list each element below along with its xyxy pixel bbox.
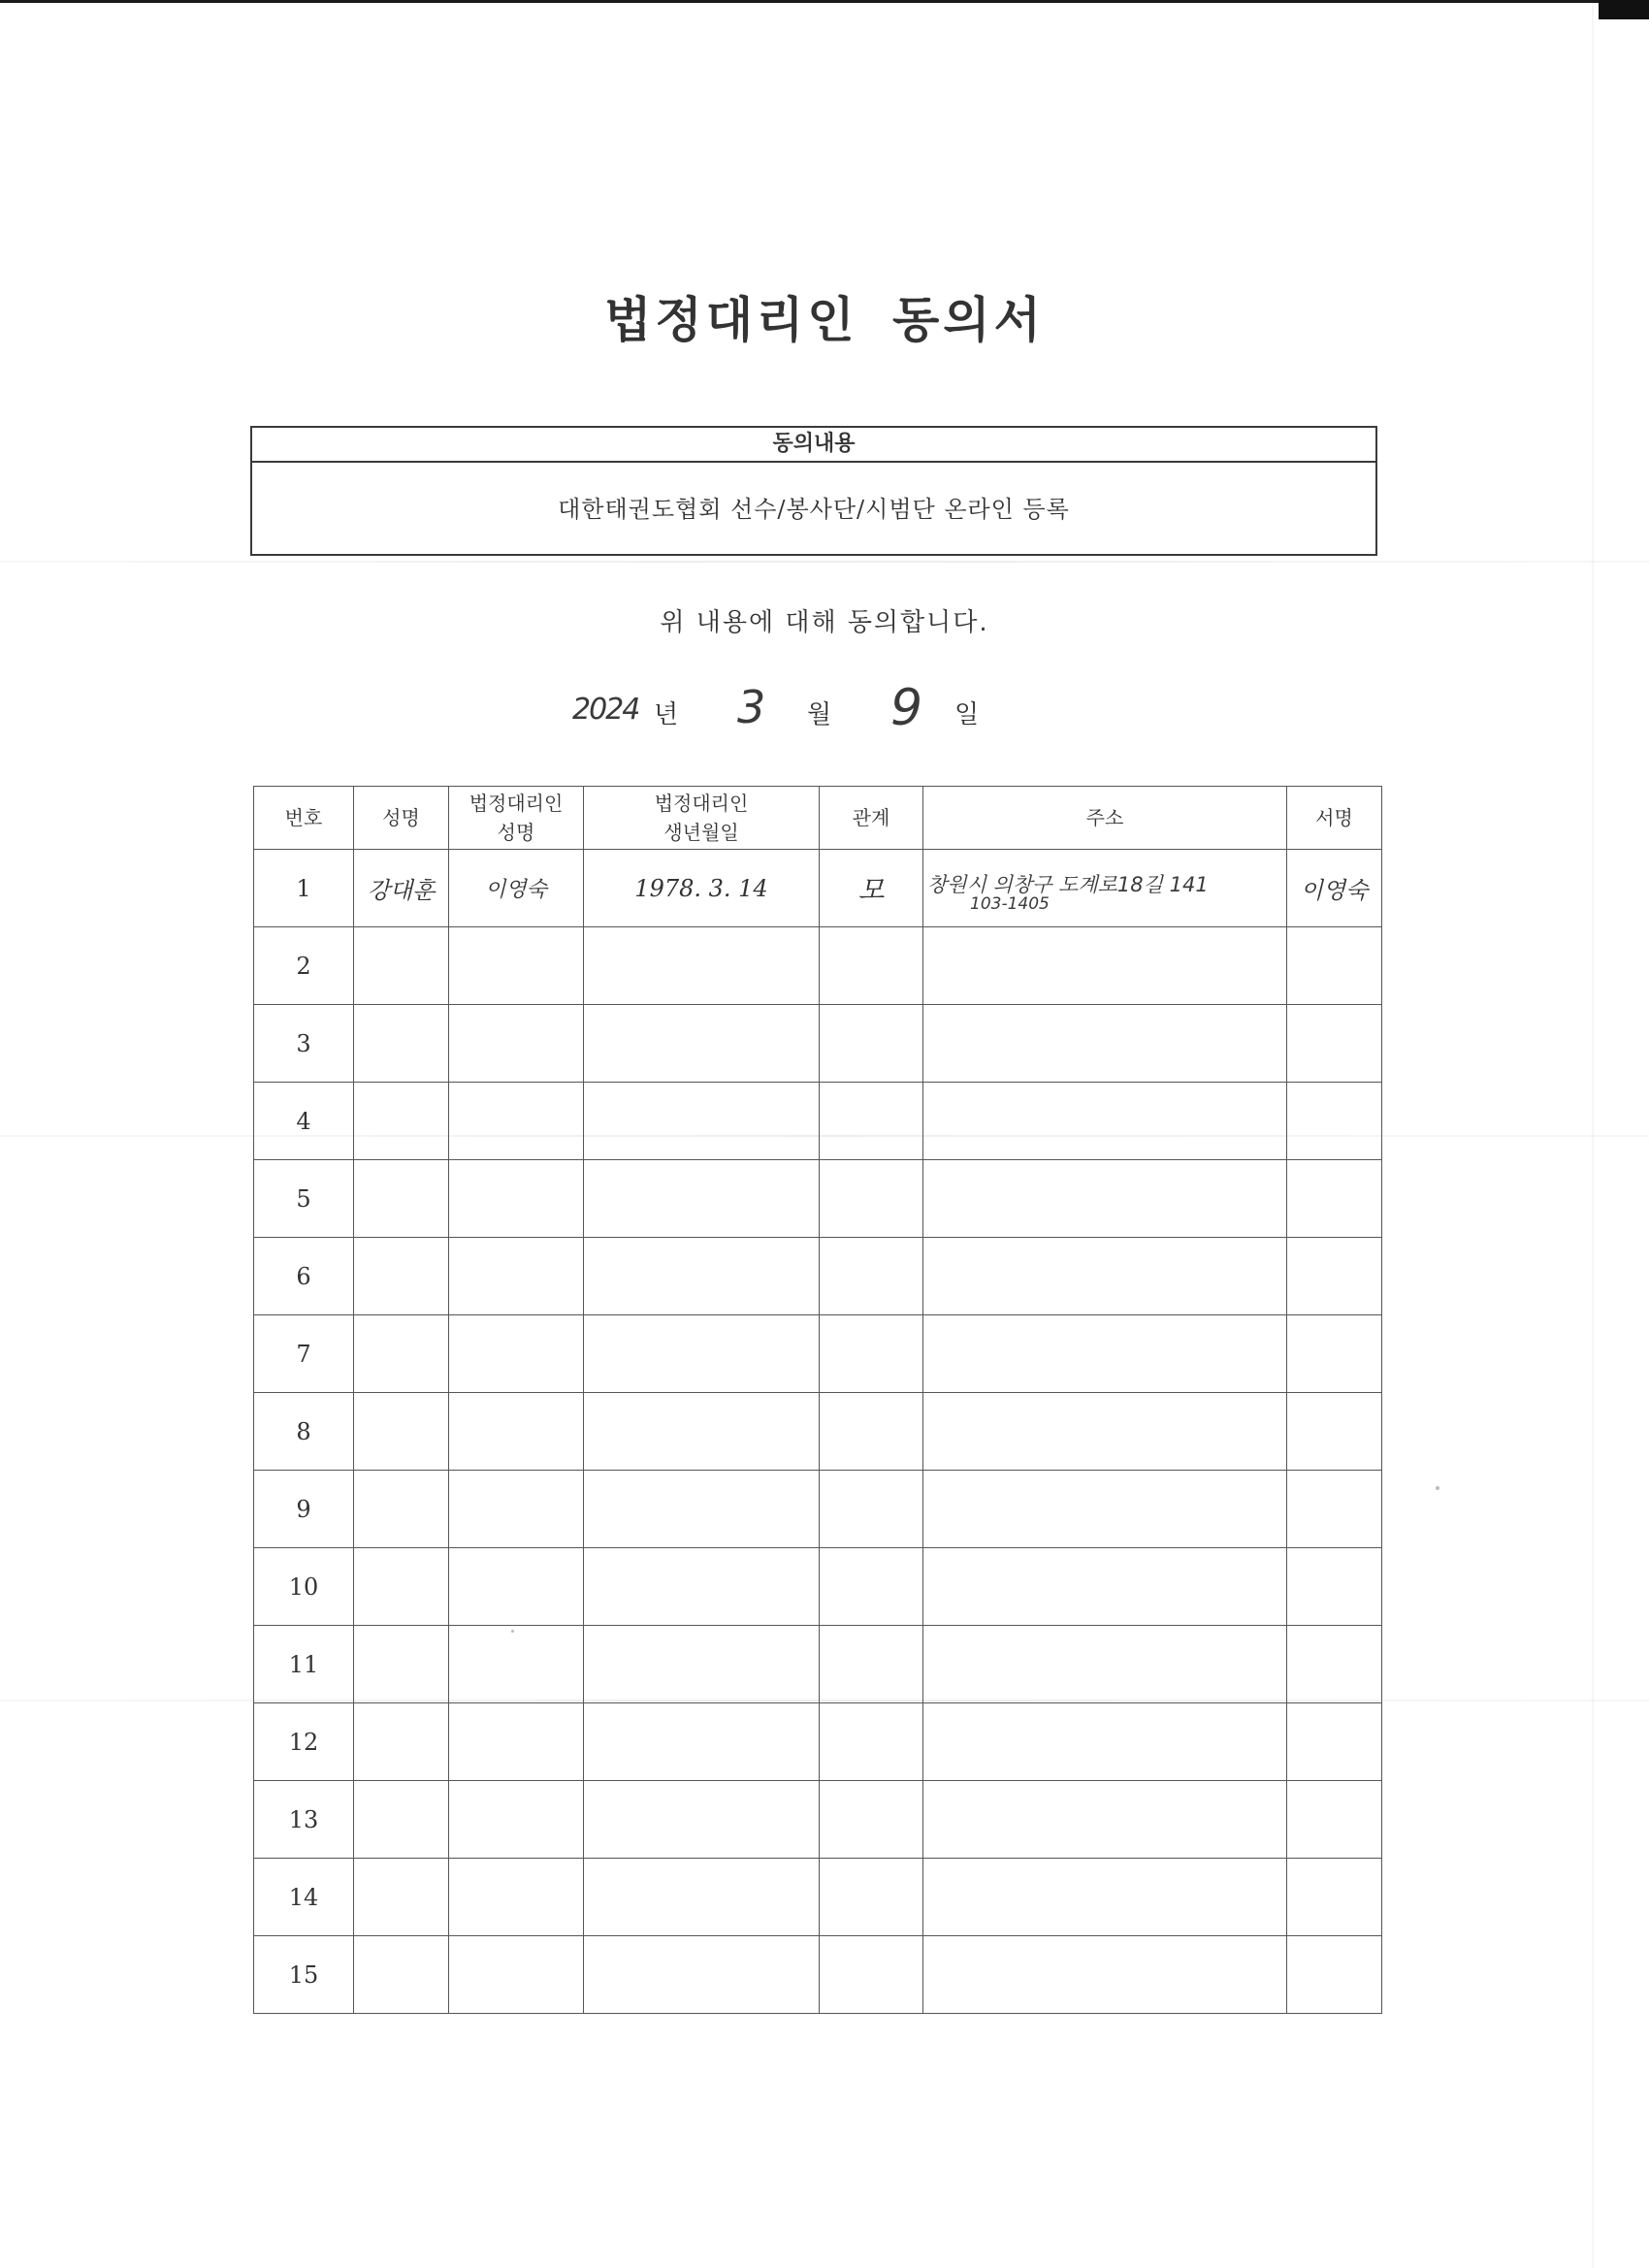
row-signature bbox=[1287, 927, 1382, 1005]
row-signature bbox=[1287, 1936, 1382, 2014]
table-row bbox=[254, 1238, 1382, 1315]
table-row bbox=[254, 1781, 1382, 1859]
scan-speck bbox=[1436, 1486, 1439, 1490]
consent-box bbox=[250, 426, 1377, 556]
date-line bbox=[0, 679, 1649, 737]
table-row bbox=[254, 927, 1382, 1005]
row-name bbox=[354, 1626, 449, 1703]
row-name bbox=[354, 1005, 449, 1083]
row-guardian-name: 이영숙 bbox=[449, 850, 584, 927]
document-title: 법정대리인 동의서 bbox=[604, 292, 1045, 348]
row-signature bbox=[1287, 1859, 1382, 1936]
row-address bbox=[923, 1548, 1287, 1626]
table-row bbox=[254, 1471, 1382, 1548]
row-number: 4 bbox=[254, 1083, 354, 1160]
row-name bbox=[354, 1859, 449, 1936]
row-name bbox=[354, 1703, 449, 1781]
row-guardian-name bbox=[449, 1160, 584, 1238]
row-signature bbox=[1287, 1160, 1382, 1238]
row-name bbox=[354, 1781, 449, 1859]
date-year-label: 년 bbox=[654, 700, 679, 729]
row-guardian-birth bbox=[584, 1315, 820, 1393]
table-row bbox=[254, 1936, 1382, 2014]
row-relation bbox=[820, 1315, 923, 1393]
row-signature bbox=[1287, 1238, 1382, 1315]
row-guardian-name bbox=[449, 1548, 584, 1626]
header-guardian-name bbox=[449, 787, 584, 850]
date-month-label: 월 bbox=[807, 700, 832, 729]
row-guardian-name bbox=[449, 1315, 584, 1393]
row-number: 9 bbox=[254, 1471, 354, 1548]
row-relation bbox=[820, 1238, 923, 1315]
row-address bbox=[923, 850, 1287, 927]
table-row bbox=[254, 1393, 1382, 1471]
row-signature bbox=[1287, 1548, 1382, 1626]
row-relation bbox=[820, 1859, 923, 1936]
agree-statement: 위 내용에 대해 동의합니다. bbox=[660, 608, 989, 637]
row-guardian-birth bbox=[584, 1781, 820, 1859]
row-signature bbox=[1287, 1471, 1382, 1548]
row-number: 1 bbox=[254, 850, 354, 927]
row-relation bbox=[820, 1936, 923, 2014]
row-relation bbox=[820, 1703, 923, 1781]
row-relation: 모 bbox=[820, 850, 923, 927]
table-row bbox=[254, 1548, 1382, 1626]
row-number: 12 bbox=[254, 1703, 354, 1781]
row-relation bbox=[820, 1393, 923, 1471]
row-address bbox=[923, 1626, 1287, 1703]
row-guardian-name bbox=[449, 1626, 584, 1703]
row-relation bbox=[820, 1160, 923, 1238]
row-guardian-name bbox=[449, 1238, 584, 1315]
row-address bbox=[923, 1083, 1287, 1160]
row-address bbox=[923, 1859, 1287, 1936]
header-address: 주소 bbox=[923, 787, 1287, 850]
row-guardian-name bbox=[449, 1781, 584, 1859]
row-signature: 이영숙 bbox=[1287, 850, 1382, 927]
row-name bbox=[354, 1315, 449, 1393]
scan-corner-edge bbox=[1599, 0, 1649, 19]
row-name bbox=[354, 1238, 449, 1315]
row-name bbox=[354, 1083, 449, 1160]
row-address bbox=[923, 1005, 1287, 1083]
row-name bbox=[354, 1548, 449, 1626]
row-signature bbox=[1287, 1781, 1382, 1859]
row-number: 15 bbox=[254, 1936, 354, 2014]
row-address bbox=[923, 1936, 1287, 2014]
row-address bbox=[923, 1781, 1287, 1859]
row-number: 11 bbox=[254, 1626, 354, 1703]
row-address bbox=[923, 1238, 1287, 1315]
header-guardian-birth bbox=[584, 787, 820, 850]
row-guardian-birth bbox=[584, 1471, 820, 1548]
row-address bbox=[923, 1471, 1287, 1548]
row-relation bbox=[820, 927, 923, 1005]
table-row bbox=[254, 1626, 1382, 1703]
header-guardian-birth-line2: 생년월일 bbox=[663, 821, 739, 844]
row-guardian-name bbox=[449, 927, 584, 1005]
row-address bbox=[923, 927, 1287, 1005]
row-name bbox=[354, 927, 449, 1005]
date-day-label: 일 bbox=[954, 700, 980, 729]
paper-fold-line bbox=[0, 561, 1649, 563]
row-guardian-birth bbox=[584, 1936, 820, 2014]
row-guardian-name bbox=[449, 1005, 584, 1083]
row-number: 7 bbox=[254, 1315, 354, 1393]
header-guardian-name-line1: 법정대리인 bbox=[469, 792, 564, 815]
table-row bbox=[254, 1005, 1382, 1083]
row-signature bbox=[1287, 1703, 1382, 1781]
row-signature bbox=[1287, 1393, 1382, 1471]
row-guardian-name bbox=[449, 1471, 584, 1548]
row-number: 3 bbox=[254, 1005, 354, 1083]
table-row bbox=[254, 1859, 1382, 1936]
row-guardian-birth bbox=[584, 1160, 820, 1238]
row-name bbox=[354, 1936, 449, 2014]
header-guardian-name-line2: 성명 bbox=[497, 821, 535, 844]
header-relation: 관계 bbox=[820, 787, 923, 850]
table-row bbox=[254, 850, 1382, 927]
row-relation bbox=[820, 1626, 923, 1703]
row-guardian-birth bbox=[584, 927, 820, 1005]
row-address-line2: 103-1405 bbox=[970, 894, 1050, 914]
row-guardian-name bbox=[449, 1859, 584, 1936]
table-row bbox=[254, 1703, 1382, 1781]
row-address-line1: 창원시 의창구 도계로18길 141 bbox=[927, 873, 1209, 896]
row-address bbox=[923, 1160, 1287, 1238]
row-number: 6 bbox=[254, 1238, 354, 1315]
row-address bbox=[923, 1703, 1287, 1781]
date-day-value: 9 bbox=[890, 679, 923, 737]
row-guardian-birth bbox=[584, 1548, 820, 1626]
row-signature bbox=[1287, 1005, 1382, 1083]
row-relation bbox=[820, 1083, 923, 1160]
row-guardian-name bbox=[449, 1083, 584, 1160]
row-guardian-name bbox=[449, 1703, 584, 1781]
row-number: 2 bbox=[254, 927, 354, 1005]
table-row bbox=[254, 1083, 1382, 1160]
row-signature bbox=[1287, 1315, 1382, 1393]
header-name: 성명 bbox=[354, 787, 449, 850]
row-guardian-birth bbox=[584, 1859, 820, 1936]
row-number: 10 bbox=[254, 1548, 354, 1626]
row-relation bbox=[820, 1781, 923, 1859]
row-number: 14 bbox=[254, 1859, 354, 1936]
row-address bbox=[923, 1393, 1287, 1471]
row-number: 5 bbox=[254, 1160, 354, 1238]
row-name bbox=[354, 1393, 449, 1471]
row-number: 8 bbox=[254, 1393, 354, 1471]
header-number: 번호 bbox=[254, 787, 354, 850]
row-guardian-birth bbox=[584, 1703, 820, 1781]
row-guardian-birth bbox=[584, 1393, 820, 1471]
row-signature bbox=[1287, 1083, 1382, 1160]
row-guardian-birth bbox=[584, 1083, 820, 1160]
row-number: 13 bbox=[254, 1781, 354, 1859]
guardian-table bbox=[253, 786, 1382, 2014]
row-guardian-birth: 1978. 3. 14 bbox=[584, 850, 820, 927]
header-signature: 서명 bbox=[1287, 787, 1382, 850]
table-row bbox=[254, 1160, 1382, 1238]
row-relation bbox=[820, 1005, 923, 1083]
row-name: 강대훈 bbox=[354, 850, 449, 927]
row-signature bbox=[1287, 1626, 1382, 1703]
row-address bbox=[923, 1315, 1287, 1393]
row-guardian-birth bbox=[584, 1238, 820, 1315]
row-guardian-name bbox=[449, 1936, 584, 2014]
row-name bbox=[354, 1160, 449, 1238]
table-header-row bbox=[254, 787, 1382, 850]
consent-body: 대한태권도협회 선수/봉사단/시범단 온라인 등록 bbox=[558, 496, 1070, 523]
scan-top-edge bbox=[0, 0, 1649, 3]
header-guardian-birth-line1: 법정대리인 bbox=[654, 792, 749, 815]
table-row bbox=[254, 1315, 1382, 1393]
row-name bbox=[354, 1471, 449, 1548]
row-relation bbox=[820, 1548, 923, 1626]
consent-header: 동의내용 bbox=[252, 428, 1375, 463]
row-guardian-birth bbox=[584, 1005, 820, 1083]
row-guardian-name bbox=[449, 1393, 584, 1471]
date-month-value: 3 bbox=[737, 681, 766, 733]
date-year-value: 2024 bbox=[572, 693, 639, 727]
row-guardian-birth bbox=[584, 1626, 820, 1703]
row-relation bbox=[820, 1471, 923, 1548]
